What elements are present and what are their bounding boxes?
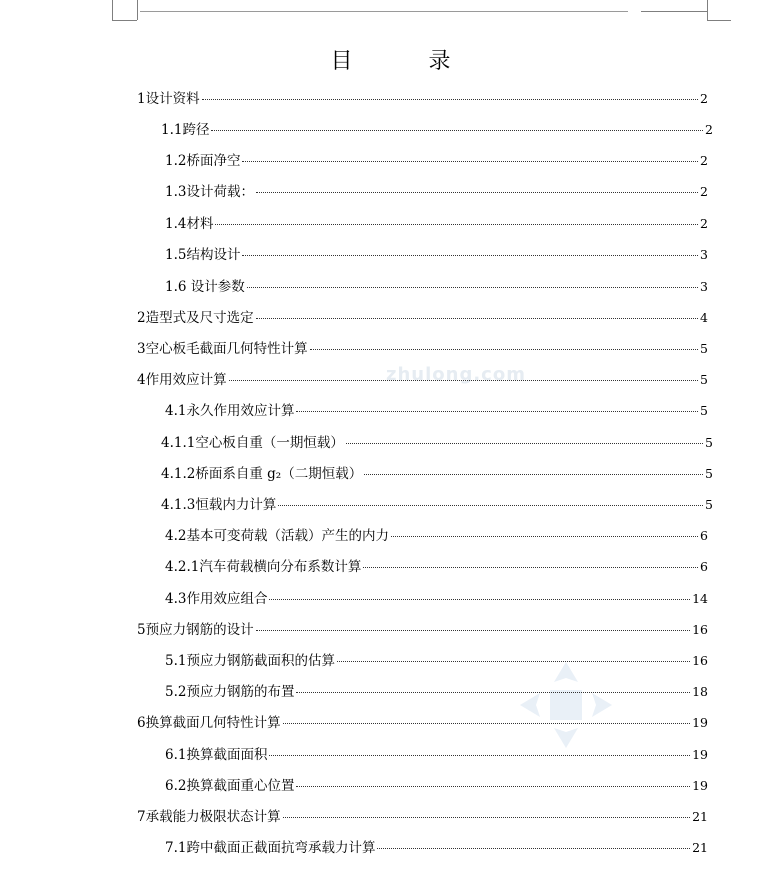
toc-leader [377, 848, 690, 849]
toc-leader [391, 536, 698, 537]
toc-entry-page: 14 [692, 591, 708, 606]
toc-entry-page: 16 [692, 653, 708, 668]
header-rule [140, 11, 628, 12]
toc-leader [242, 161, 698, 162]
toc-entry-page: 2 [705, 122, 713, 137]
toc-entry-page: 5 [705, 497, 713, 512]
toc-entry[interactable] [137, 87, 708, 107]
toc-entry[interactable] [137, 805, 708, 825]
toc-leader [269, 755, 690, 756]
toc-leader [256, 630, 691, 631]
toc-entry[interactable] [165, 180, 708, 200]
title-char: 目 [330, 49, 353, 74]
toc-entry[interactable] [165, 836, 708, 856]
toc-leader [242, 255, 698, 256]
toc-entry[interactable] [137, 337, 708, 357]
toc-entry-page: 5 [700, 403, 708, 418]
toc-entry[interactable] [161, 462, 713, 482]
toc-entry[interactable] [165, 243, 708, 263]
toc-entry-page: 2 [700, 91, 708, 106]
toc-entry-label: 5.2预应力钢筋的布置 [165, 684, 295, 700]
toc-entry-page: 19 [692, 778, 708, 793]
toc-entry-page: 4 [700, 310, 708, 325]
toc-entry-label: 2造型式及尺寸选定 [137, 310, 254, 326]
toc-entry-page: 3 [700, 279, 708, 294]
toc-entry[interactable] [165, 275, 708, 295]
toc-entry[interactable] [165, 587, 708, 607]
crop-mark [641, 11, 707, 12]
toc-leader [363, 567, 698, 568]
toc-entry-label: 1.6 设计参数 [165, 279, 245, 295]
toc-entry-label: 7承载能力极限状态计算 [137, 809, 281, 825]
toc-entry[interactable] [165, 680, 708, 700]
toc-leader [283, 723, 691, 724]
toc-entry-label: 1.2桥面净空 [165, 153, 241, 169]
toc-entry-label: 1.4材料 [165, 216, 214, 232]
toc-entry-page: 6 [700, 528, 708, 543]
title-char: 录 [428, 49, 451, 74]
toc-entry-label: 4.1.3恒载内力计算 [161, 497, 277, 513]
toc-entry[interactable] [165, 743, 708, 763]
toc-leader [278, 505, 703, 506]
toc-entry-page: 5 [705, 435, 713, 450]
toc-entry-label: 4.2基本可变荷载（活载）产生的内力 [165, 528, 389, 544]
toc-entry-page: 19 [692, 715, 708, 730]
toc-leader [256, 192, 698, 193]
toc-entry-label: 1.1跨径 [161, 122, 210, 138]
toc-entry-label: 4.1永久作用效应计算 [165, 403, 295, 419]
toc-entry[interactable] [165, 555, 708, 575]
toc-entry-label: 1.3设计荷载： [165, 184, 254, 200]
toc-entry[interactable] [165, 149, 708, 169]
toc-entry-page: 21 [692, 840, 708, 855]
toc-entry-label: 4.1.1空心板自重（一期恒载） [161, 435, 344, 451]
toc-entry-page: 5 [705, 466, 713, 481]
crop-mark [707, 20, 731, 21]
toc-entry-label: 5.1预应力钢筋截面积的估算 [165, 653, 335, 669]
toc-entry-label: 3空心板毛截面几何特性计算 [137, 341, 308, 357]
toc-entry-page: 2 [700, 216, 708, 231]
toc-leader [256, 318, 698, 319]
toc-entry-label: 1设计资料 [137, 91, 200, 107]
toc-entry-label: 6.1换算截面面积 [165, 747, 268, 763]
toc-entry-label: 4.1.2桥面系自重 g₂（二期恒载） [161, 466, 363, 482]
toc-entry[interactable] [165, 774, 708, 794]
toc-entry[interactable] [137, 368, 708, 388]
toc-entry[interactable] [137, 711, 708, 731]
crop-mark [112, 20, 137, 21]
toc-entry[interactable] [137, 306, 708, 326]
toc-leader [346, 443, 703, 444]
toc-leader [215, 224, 698, 225]
toc-leader [296, 692, 690, 693]
toc-leader [337, 661, 690, 662]
toc-entry-label: 7.1跨中截面正截面抗弯承载力计算 [165, 840, 376, 856]
toc-entry-label: 5预应力钢筋的设计 [137, 622, 254, 638]
toc-entry-label: 4.2.1汽车荷载横向分布系数计算 [165, 559, 362, 575]
watermark-text: zhulong.com [386, 364, 526, 385]
crop-mark [707, 0, 708, 20]
toc-entry-page: 21 [692, 809, 708, 824]
watermark-logo-icon [516, 660, 616, 750]
toc-entry-page: 2 [700, 153, 708, 168]
crop-mark [112, 0, 113, 20]
toc-entry[interactable] [161, 431, 713, 451]
toc-entry-label: 1.5结构设计 [165, 247, 241, 263]
toc-entry[interactable] [137, 618, 708, 638]
toc-entry-page: 19 [692, 747, 708, 762]
toc-entry-label: 4.3作用效应组合 [165, 591, 268, 607]
toc-entry-page: 2 [700, 184, 708, 199]
toc-leader [247, 287, 698, 288]
crop-mark [137, 0, 138, 20]
toc-entry[interactable] [165, 649, 708, 669]
toc-leader [296, 411, 698, 412]
toc-entry-label: 6换算截面几何特性计算 [137, 715, 281, 731]
toc-entry-page: 5 [700, 341, 708, 356]
toc-entry[interactable] [161, 493, 713, 513]
toc-entry[interactable] [161, 118, 713, 138]
toc-entry-page: 18 [692, 684, 708, 699]
toc-entry[interactable] [165, 399, 708, 419]
toc-leader [283, 817, 691, 818]
toc-leader [229, 380, 698, 381]
toc-leader [296, 786, 690, 787]
toc-entry[interactable] [165, 524, 708, 544]
toc-leader [211, 130, 703, 131]
toc-title [0, 44, 781, 75]
toc-leader [202, 99, 698, 100]
toc-leader [269, 599, 690, 600]
toc-entry-page: 16 [692, 622, 708, 637]
toc-entry-label: 4作用效应计算 [137, 372, 227, 388]
toc-entry[interactable] [165, 212, 708, 232]
toc-entry-page: 3 [700, 247, 708, 262]
toc-entry-page: 6 [700, 559, 708, 574]
toc-leader [310, 349, 698, 350]
toc-leader [364, 474, 703, 475]
toc-entry-label: 6.2换算截面重心位置 [165, 778, 295, 794]
toc-entry-page: 5 [700, 372, 708, 387]
